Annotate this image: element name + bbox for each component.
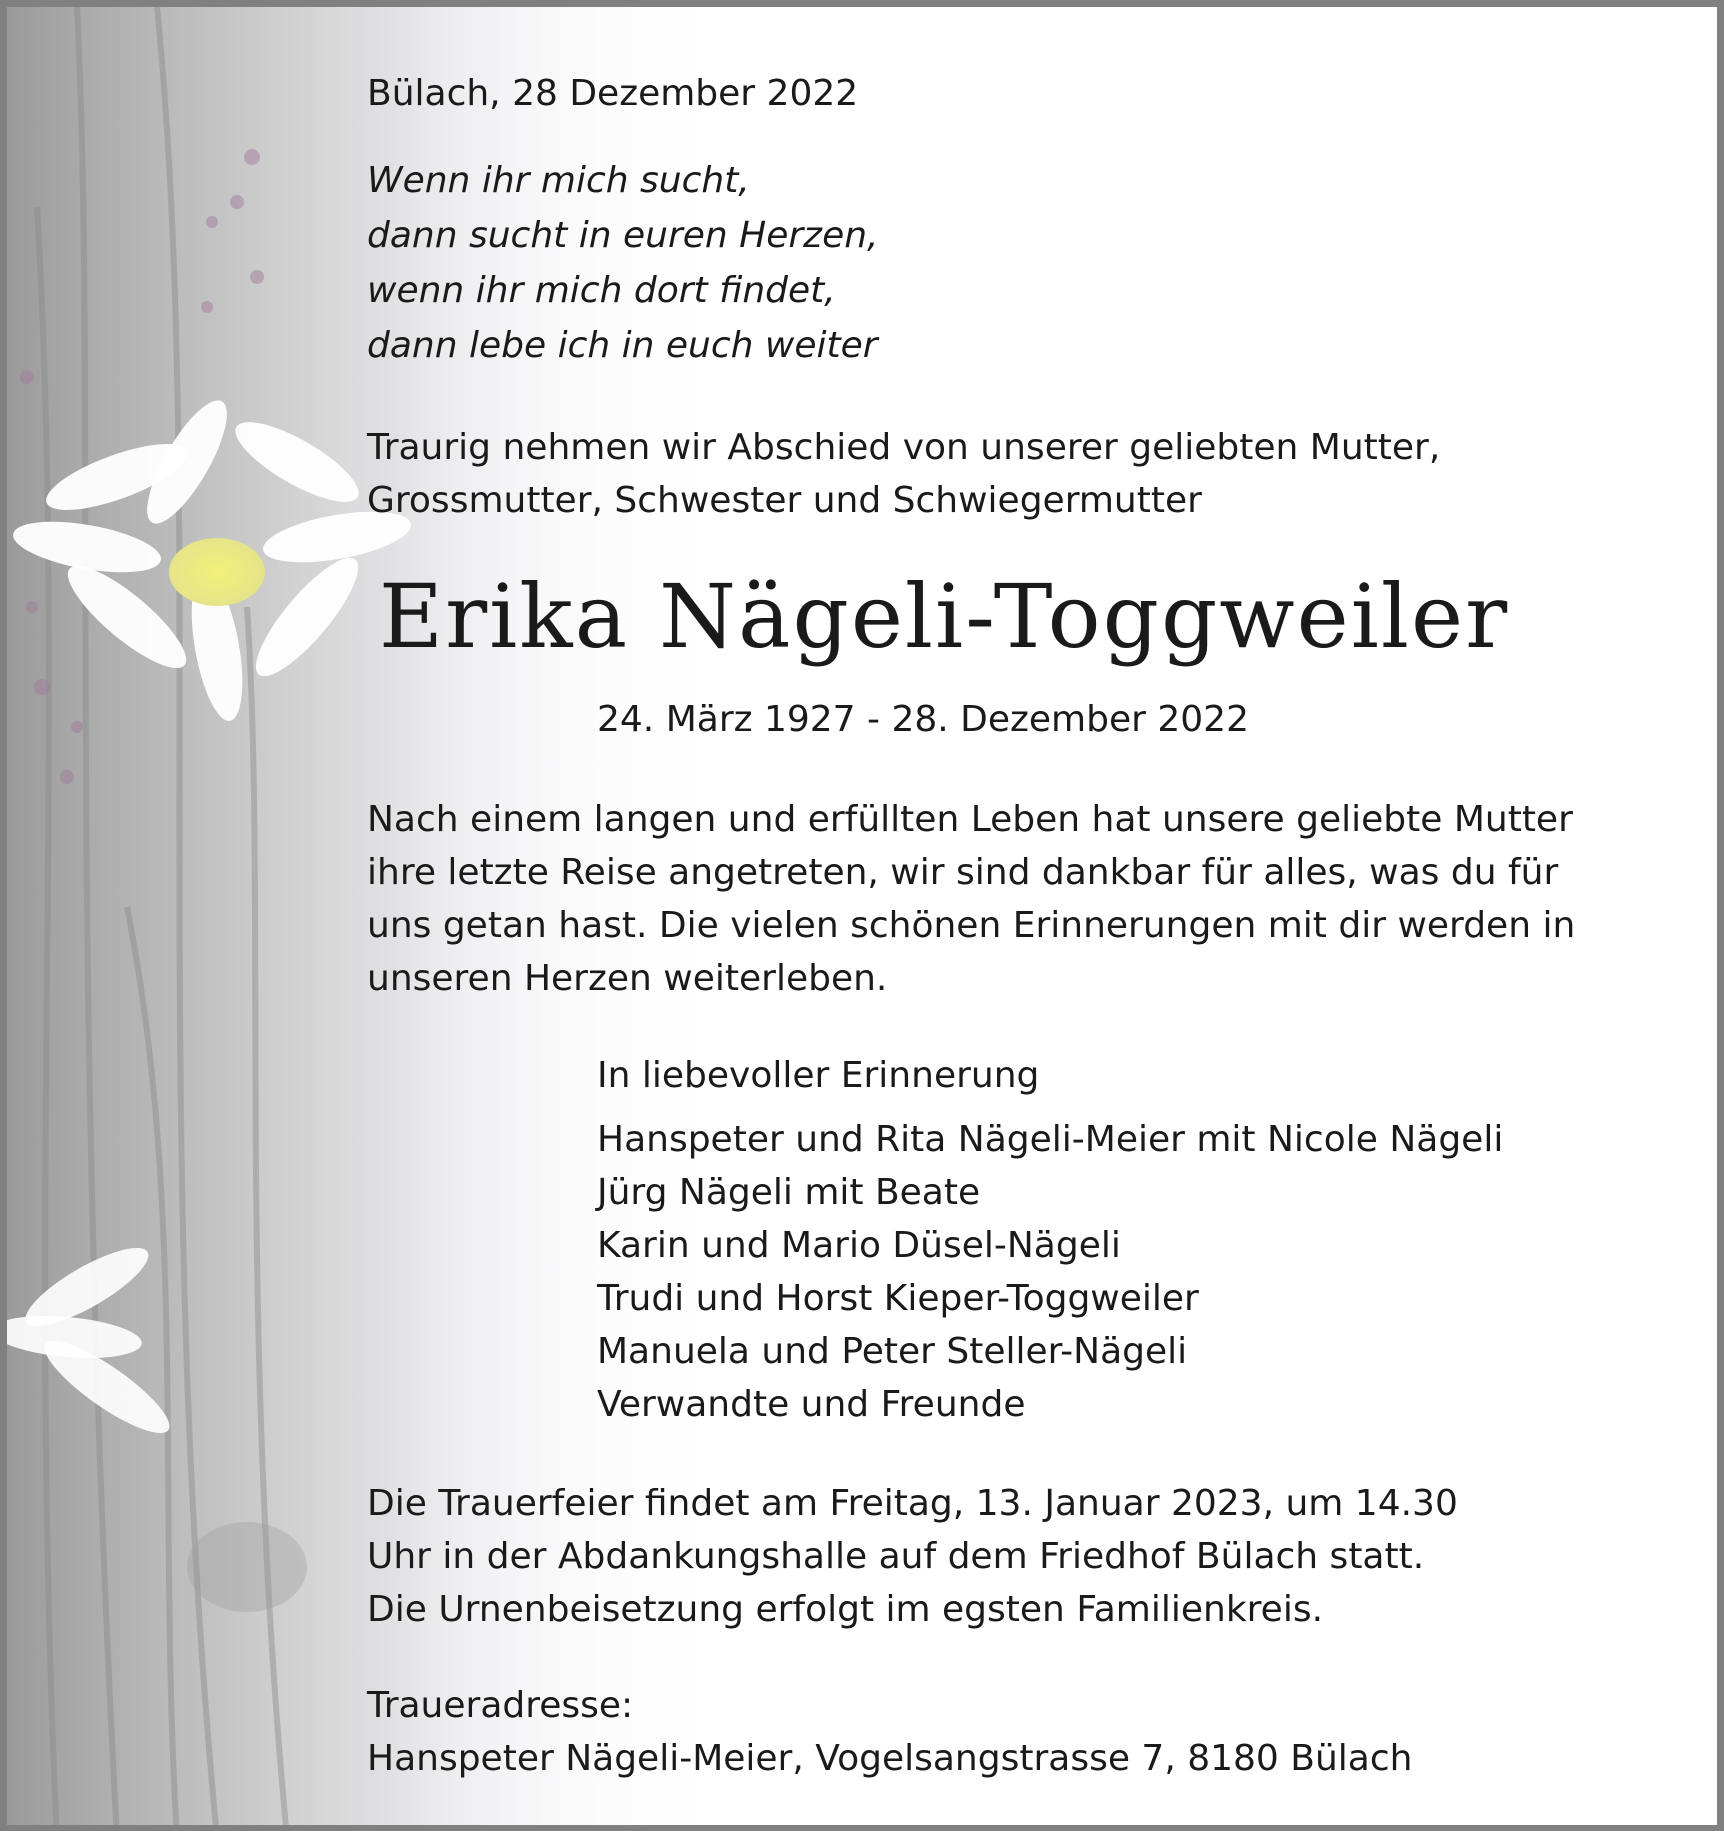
mourners-list xyxy=(597,1113,1503,1431)
poem-line: wenn ihr mich dort findet, xyxy=(367,270,836,311)
ceremony-info xyxy=(367,1477,1458,1636)
remembrance-heading: In liebevoller Erinnerung xyxy=(597,1055,1040,1096)
poem xyxy=(367,153,879,373)
poem-line: dann sucht in euren Herzen, xyxy=(367,215,879,256)
address-label: Traueradresse: xyxy=(367,1685,634,1726)
mourner-item: Hanspeter und Rita Nägeli-Meier mit Nicole Nägeli xyxy=(597,1119,1504,1160)
poem-line: Wenn ihr mich sucht, xyxy=(367,160,750,201)
tribute-text xyxy=(367,793,1575,1005)
intro-text xyxy=(367,421,1440,527)
ceremony-line: Die Trauerfeier findet am Freitag, 13. Januar 2023, um 14.30 xyxy=(367,1483,1458,1524)
deceased-name: Erika Nägeli-Toggweiler xyxy=(378,565,1510,668)
intro-line: Grossmutter, Schwester und Schwiegermutter xyxy=(367,480,1202,521)
tribute-line: uns getan hast. Die vielen schönen Erinnerungen mit dir werden in xyxy=(367,905,1576,946)
mourner-item: Manuela und Peter Steller-Nägeli xyxy=(597,1331,1188,1372)
address-value: Hanspeter Nägeli-Meier, Vogelsangstrasse 7, 8180 Bülach xyxy=(367,1738,1413,1779)
ceremony-line: Die Urnenbeisetzung erfolgt im egsten Familienkreis. xyxy=(367,1589,1324,1630)
poem-line: dann lebe ich in euch weiter xyxy=(367,325,878,366)
mourner-item: Trudi und Horst Kieper-Toggweiler xyxy=(597,1278,1199,1319)
mourner-item: Karin und Mario Düsel-Nägeli xyxy=(597,1225,1121,1266)
ceremony-line: Uhr in der Abdankungshalle auf dem Friedhof Bülach statt. xyxy=(367,1536,1425,1577)
mourner-item: Jürg Nägeli mit Beate xyxy=(597,1172,981,1213)
tribute-line: Nach einem langen und erfüllten Leben hat unsere geliebte Mutter xyxy=(367,799,1573,840)
tribute-line: ihre letzte Reise angetreten, wir sind dankbar für alles, was du für xyxy=(367,852,1559,893)
life-dates: 24. März 1927 - 28. Dezember 2022 xyxy=(597,699,1249,740)
mourner-item: Verwandte und Freunde xyxy=(597,1384,1026,1425)
place-date: Bülach, 28 Dezember 2022 xyxy=(367,73,859,114)
intro-line: Traurig nehmen wir Abschied von unserer geliebten Mutter, xyxy=(367,427,1441,468)
mourning-address xyxy=(367,1679,1412,1785)
tribute-line: unseren Herzen weiterleben. xyxy=(367,958,888,999)
